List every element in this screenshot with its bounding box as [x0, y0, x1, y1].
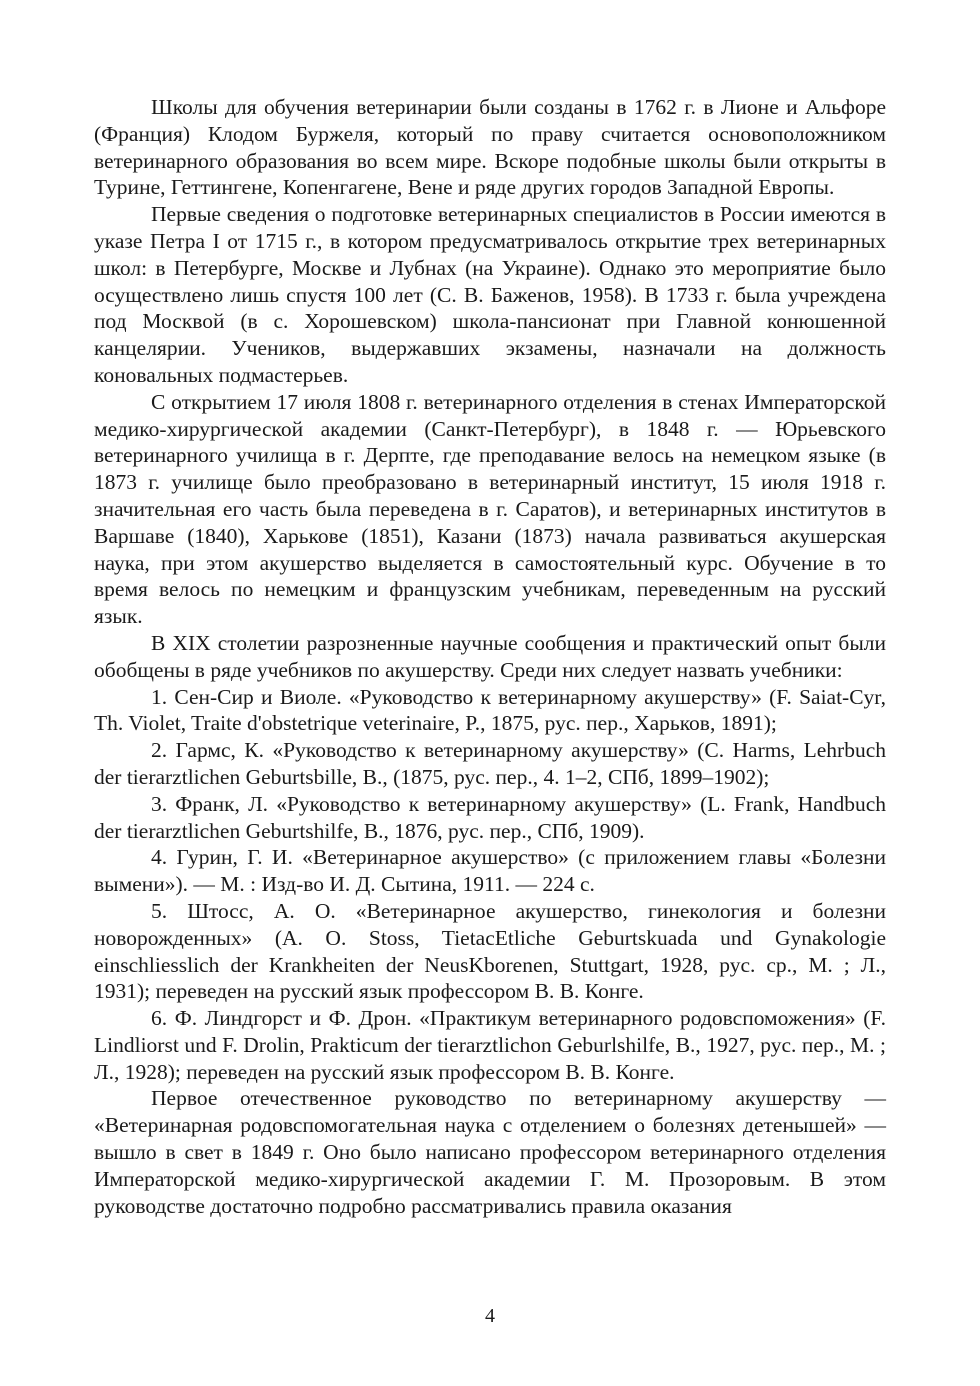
list-item-textbook-1: 1. Сен-Сир и Виоле. «Руководство к ветеринарному акушерству» (F. Saiat-Cyr, Th. Violet, Traite d'obstetrique veterinaire, P., 1875, рус. пер., Харьков, 1891); [94, 684, 886, 736]
list-item-textbook-5: 5. Штосс, А. О. «Ветеринарное акушерство, гинекология и болезни новорожденных» (A. O. Stoss, TietacEtliche Geburtskuada und Gynakologie einschliesslich der Krankheiten der NeusKborenen, Stuttgart, 1928, рус. ср., М. ; Л., 1931); переведен на русский язык профессором В. В. Конге. [94, 898, 886, 1004]
list-item-textbook-3: 3. Франк, Л. «Руководство к ветеринарному акушерству» (L. Frank, Handbuch der tierarztlichen Geburtshilfe, B., 1876, рус. пер., СПб, 1909). [94, 791, 886, 843]
paragraph-russia-first-info: Первые сведения о подготовке ветеринарных специалистов в России имеются в указе Петра I от 1715 г., в котором предусматривалось открытие трех ветеринарных школ: в Петербурге, Москве и Лубнах (на Украине). Однако это мероприятие было осуществлено лишь спустя 100 лет (С. В. Баженов, 1958). В 1733 г. была учреждена под Москвой (в с. Хорошевском) школа-пансионат при Главной конюшенной канцелярии. Учеников, выдержавших экзамены, назначали на должность коновальных подмастерьев. [94, 202, 886, 387]
paragraph-academy-departments: С открытием 17 июля 1808 г. ветеринарного отделения в стенах Императорской медико-хирургической академии (Санкт-Петербург), в 1848 г. — Юрьевского ветеринарного училища в г. Дерпте, где преподавание велось на немецком языке (в 1873 г. училище было преобразовано в ветеринарный институт, 15 июля 1918 г. значительная его часть была переведена в г. Саратов), и ветеринарных институтов в Варшаве (1840), Харькове (1851), Казани (1873) начала развиваться акушерская наука, при этом акушерство выделяется в самостоятельный курс. Обучение в то время велось по немецким и французским учебникам, переведенным на русский язык. [94, 389, 886, 629]
page-number: 4 [485, 1305, 495, 1327]
paragraph-first-domestic-manual: Первое отечественное руководство по ветеринарному акушерству — «Ветеринарная родовспомогательная наука с отделением о болезнях детенышей» — вышло в свет в 1849 г. Оно было написано профессором ветеринарного отделения Императорской медико-хирургической академии Г. М. Прозоровым. В этом руководстве достаточно подробно рассматривались правила оказания [94, 1086, 886, 1218]
paragraph-xix-century-textbooks: В XIX столетии разрозненные научные сообщения и практический опыт были обобщены в ряде учебников по акушерству. Среди них следует назвать учебники: [94, 630, 886, 682]
list-item-textbook-2: 2. Гармс, К. «Руководство к ветеринарному акушерству» (C. Harms, Lehrbuch der tierarztlichen Geburtsbille, B., (1875, рус. пер., 4. 1–2, СПб, 1899–1902); [94, 738, 886, 789]
body-text [94, 94, 886, 1219]
list-item-textbook-6: 6. Ф. Линдгорст и Ф. Дрон. «Практикум ветеринарного родовспоможения» (F. Lindliorst und F. Drolin, Prakticum der tierarztlichon Geburlshilfe, B., 1927, рус. пер., М. ; Л., 1928); переведен на русский язык профессором В. В. Конге. [94, 1006, 886, 1084]
paragraph-veterinary-schools-europe: Школы для обучения ветеринарии были созданы в 1762 г. в Лионе и Альфоре (Франция) Клодом Буржеля, который по праву считается основоположником ветеринарного образования во всем мире. Вскоре подобные школы были открыты в Турине, Геттингене, Копенгагене, Вене и ряде других городов Западной Европы. [94, 95, 886, 200]
list-item-textbook-4: 4. Гурин, Г. И. «Ветеринарное акушерство» (с приложением главы «Болезни вымени»). — М. : Изд-во И. Д. Сытина, 1911. — 224 с. [94, 845, 886, 897]
